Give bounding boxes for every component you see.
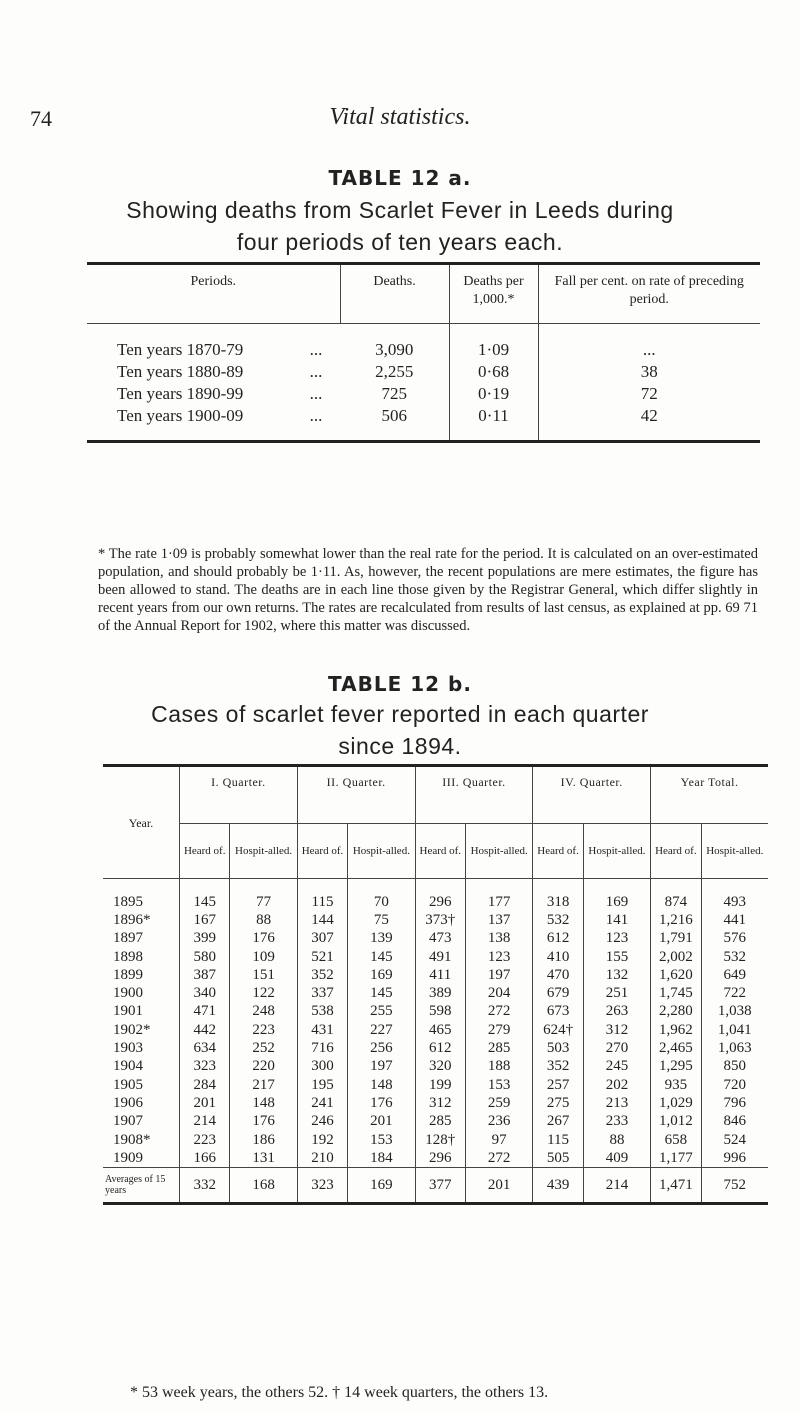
total-heard-cell: 1,029 <box>651 1094 701 1112</box>
table-b-title: TABLE 12 b. <box>328 672 472 696</box>
q4-heard-cell: 275 <box>533 1094 583 1112</box>
q3-hosp-cell: 204 <box>466 984 533 1002</box>
q4-hosp-cell: 270 <box>583 1039 650 1057</box>
year-cell: 1896* <box>113 911 151 928</box>
total-hosp-cell: 1,041 <box>701 1021 768 1039</box>
total-heard-cell: 1,745 <box>651 984 701 1002</box>
table-row <box>103 1076 768 1094</box>
q4-hosp-cell: 245 <box>583 1058 650 1076</box>
subheader-hospitalled: Hospit-alled. <box>583 824 650 879</box>
q4-hosp-cell: 202 <box>583 1076 650 1094</box>
q1-hosp-cell: 88 <box>230 911 297 929</box>
header-fall: Fall per cent. on rate of preceding period. <box>538 264 760 324</box>
q2-hosp-cell: 227 <box>348 1021 415 1039</box>
q1-hosp-cell: 109 <box>230 948 297 966</box>
q1-hosp-cell: 122 <box>230 984 297 1002</box>
fall-cell: ... <box>538 324 760 362</box>
year-cell: 1908* <box>113 1131 151 1148</box>
q2-heard-cell: 210 <box>297 1149 347 1168</box>
q3-heard-cell: 612 <box>415 1039 465 1057</box>
total-heard-cell: 1,620 <box>651 966 701 984</box>
total-heard-cell: 2,465 <box>651 1039 701 1057</box>
q1-hosp-cell: 252 <box>230 1039 297 1057</box>
deaths-cell: 725 <box>381 384 408 403</box>
subheader-hospitalled: Hospit-alled. <box>348 824 415 879</box>
leader-dots: ... <box>309 362 323 381</box>
q3-heard-cell: 389 <box>415 984 465 1002</box>
q2-heard-cell: 521 <box>297 948 347 966</box>
q1-heard-cell: 387 <box>180 966 230 984</box>
table-row <box>103 1094 768 1112</box>
table-a-title: TABLE 12 a. <box>328 166 472 190</box>
total-heard-cell: 1,471 <box>651 1168 701 1204</box>
q2-heard-cell: 307 <box>297 930 347 948</box>
q4-heard-cell: 532 <box>533 911 583 929</box>
total-heard-cell: 658 <box>651 1131 701 1149</box>
subheader-heard: Heard of. <box>533 824 583 879</box>
header-quarter-1: I. Quarter. <box>180 766 298 824</box>
q1-heard-cell: 580 <box>180 948 230 966</box>
total-hosp-cell: 996 <box>701 1149 768 1168</box>
page-number: 74 <box>30 106 52 131</box>
q2-hosp-cell: 255 <box>348 1003 415 1021</box>
table-row <box>103 911 768 929</box>
table-a-footnote: * The rate 1·09 is probably somewhat lower than the real rate for the period. It is calculated on an over-estimated population, and should probably be 1·11. As, however, the recent populations are mere estimates, the figure has been allowed to stand. The deaths are in each line those given by the Registrar General, which differ slightly in recent years from our own returns. The rates are recalculated from results of last census, as explained at pp. 69 71 of the Annual Report for 1902, where this matter was discussed. <box>98 546 758 634</box>
q3-hosp-cell: 153 <box>466 1076 533 1094</box>
year-cell: 1909 <box>113 1149 143 1166</box>
q1-heard-cell: 167 <box>180 911 230 929</box>
year-cell: 1898 <box>113 948 143 965</box>
q1-hosp-cell: 131 <box>230 1149 297 1168</box>
table-row <box>103 1058 768 1076</box>
subheader-heard: Heard of. <box>651 824 701 879</box>
deaths-cell: 3,090 <box>375 340 414 359</box>
q2-heard-cell: 352 <box>297 966 347 984</box>
q4-heard-cell: 612 <box>533 930 583 948</box>
table-row <box>103 1131 768 1149</box>
subheader-hospitalled: Hospit-alled. <box>466 824 533 879</box>
total-hosp-cell: 524 <box>701 1131 768 1149</box>
period-cell: Ten years 1880-89 <box>117 362 244 381</box>
q3-heard-cell: 473 <box>415 930 465 948</box>
q2-hosp-cell: 201 <box>348 1113 415 1131</box>
fall-cell: 38 <box>538 361 760 383</box>
q1-heard-cell: 145 <box>180 879 230 912</box>
q3-heard-cell: 312 <box>415 1094 465 1112</box>
deaths-cell: 2,255 <box>375 362 414 381</box>
year-cell: Averages of 15 years <box>103 1168 180 1204</box>
leader-dots: ... <box>309 406 323 425</box>
q3-hosp-cell: 177 <box>466 879 533 912</box>
q2-hosp-cell: 169 <box>348 1168 415 1204</box>
q2-hosp-cell: 75 <box>348 911 415 929</box>
table-row <box>103 879 768 912</box>
year-cell: 1902* <box>113 1021 151 1038</box>
total-heard-cell: 874 <box>651 879 701 912</box>
q1-heard-cell: 166 <box>180 1149 230 1168</box>
header-year: Year. <box>103 766 180 879</box>
q3-hosp-cell: 201 <box>466 1168 533 1204</box>
q3-heard-cell: 465 <box>415 1021 465 1039</box>
subheader-heard: Heard of. <box>180 824 230 879</box>
year-cell: 1907 <box>113 1113 143 1130</box>
total-heard-cell: 1,295 <box>651 1058 701 1076</box>
q2-heard-cell: 195 <box>297 1076 347 1094</box>
q2-hosp-cell: 148 <box>348 1076 415 1094</box>
fall-cell: 42 <box>538 405 760 442</box>
q4-heard-cell: 624† <box>533 1021 583 1039</box>
q3-heard-cell: 598 <box>415 1003 465 1021</box>
table-row <box>87 405 760 442</box>
total-hosp-cell: 720 <box>701 1076 768 1094</box>
q2-hosp-cell: 184 <box>348 1149 415 1168</box>
total-hosp-cell: 850 <box>701 1058 768 1076</box>
q2-heard-cell: 246 <box>297 1113 347 1131</box>
q4-hosp-cell: 213 <box>583 1094 650 1112</box>
total-hosp-cell: 722 <box>701 984 768 1002</box>
q4-hosp-cell: 123 <box>583 930 650 948</box>
table-row <box>103 1113 768 1131</box>
q1-heard-cell: 214 <box>180 1113 230 1131</box>
q3-hosp-cell: 197 <box>466 966 533 984</box>
rate-cell: 1·09 <box>449 324 538 362</box>
q4-hosp-cell: 263 <box>583 1003 650 1021</box>
table-row <box>103 1003 768 1021</box>
q1-hosp-cell: 168 <box>230 1168 297 1204</box>
year-cell: 1905 <box>113 1076 143 1093</box>
table-row <box>103 930 768 948</box>
total-heard-cell: 2,280 <box>651 1003 701 1021</box>
q2-heard-cell: 300 <box>297 1058 347 1076</box>
header-quarter-3: III. Quarter. <box>415 766 533 824</box>
total-hosp-cell: 532 <box>701 948 768 966</box>
subheader-hospitalled: Hospit-alled. <box>230 824 297 879</box>
year-cell: 1895 <box>113 893 143 910</box>
table-row <box>87 324 760 362</box>
table-row <box>87 361 760 383</box>
q3-heard-cell: 320 <box>415 1058 465 1076</box>
q4-hosp-cell: 141 <box>583 911 650 929</box>
q4-heard-cell: 679 <box>533 984 583 1002</box>
q2-hosp-cell: 169 <box>348 966 415 984</box>
subheader-hospitalled: Hospit-alled. <box>701 824 768 879</box>
period-cell: Ten years 1890-99 <box>117 384 244 403</box>
q1-heard-cell: 323 <box>180 1058 230 1076</box>
q2-hosp-cell: 176 <box>348 1094 415 1112</box>
q1-hosp-cell: 77 <box>230 879 297 912</box>
q1-hosp-cell: 151 <box>230 966 297 984</box>
q3-heard-cell: 411 <box>415 966 465 984</box>
q2-hosp-cell: 145 <box>348 984 415 1002</box>
q3-hosp-cell: 188 <box>466 1058 533 1076</box>
q4-hosp-cell: 233 <box>583 1113 650 1131</box>
q4-heard-cell: 410 <box>533 948 583 966</box>
q4-hosp-cell: 132 <box>583 966 650 984</box>
year-cell: 1903 <box>113 1040 143 1057</box>
total-hosp-cell: 493 <box>701 879 768 912</box>
header-quarter-4: IV. Quarter. <box>533 766 651 824</box>
q2-heard-cell: 716 <box>297 1039 347 1057</box>
q1-heard-cell: 284 <box>180 1076 230 1094</box>
q1-hosp-cell: 220 <box>230 1058 297 1076</box>
q3-heard-cell: 373† <box>415 911 465 929</box>
q1-heard-cell: 399 <box>180 930 230 948</box>
table-row <box>87 383 760 405</box>
total-hosp-cell: 796 <box>701 1094 768 1112</box>
q2-heard-cell: 241 <box>297 1094 347 1112</box>
q3-hosp-cell: 138 <box>466 930 533 948</box>
total-heard-cell: 2,002 <box>651 948 701 966</box>
q3-heard-cell: 377 <box>415 1168 465 1204</box>
leader-dots: ... <box>309 340 323 359</box>
q1-heard-cell: 332 <box>180 1168 230 1204</box>
q2-hosp-cell: 153 <box>348 1131 415 1149</box>
q1-heard-cell: 634 <box>180 1039 230 1057</box>
table-a-caption-line1: Showing deaths from Scarlet Fever in Leeds during <box>126 197 674 223</box>
year-cell: 1900 <box>113 985 143 1002</box>
q3-hosp-cell: 259 <box>466 1094 533 1112</box>
q1-hosp-cell: 176 <box>230 930 297 948</box>
q3-heard-cell: 296 <box>415 1149 465 1168</box>
q1-hosp-cell: 223 <box>230 1021 297 1039</box>
total-hosp-cell: 576 <box>701 930 768 948</box>
q2-heard-cell: 192 <box>297 1131 347 1149</box>
q4-heard-cell: 505 <box>533 1149 583 1168</box>
table-row <box>103 966 768 984</box>
q2-heard-cell: 144 <box>297 911 347 929</box>
table-b-footnote: * 53 week years, the others 52. † 14 week quarters, the others 13. <box>130 1384 549 1401</box>
q4-heard-cell: 470 <box>533 966 583 984</box>
q2-hosp-cell: 139 <box>348 930 415 948</box>
q1-heard-cell: 223 <box>180 1131 230 1149</box>
period-cell: Ten years 1900-09 <box>117 406 244 425</box>
year-cell: 1899 <box>113 966 143 983</box>
q4-hosp-cell: 251 <box>583 984 650 1002</box>
q3-hosp-cell: 285 <box>466 1039 533 1057</box>
subheader-heard: Heard of. <box>297 824 347 879</box>
table-row <box>103 948 768 966</box>
q2-hosp-cell: 256 <box>348 1039 415 1057</box>
q3-heard-cell: 128† <box>415 1131 465 1149</box>
q1-hosp-cell: 176 <box>230 1113 297 1131</box>
q1-hosp-cell: 217 <box>230 1076 297 1094</box>
q1-heard-cell: 442 <box>180 1021 230 1039</box>
leader-dots: ... <box>309 384 323 403</box>
q3-hosp-cell: 272 <box>466 1149 533 1168</box>
total-heard-cell: 1,216 <box>651 911 701 929</box>
header-deaths: Deaths. <box>340 264 449 324</box>
q1-hosp-cell: 248 <box>230 1003 297 1021</box>
q4-heard-cell: 503 <box>533 1039 583 1057</box>
rate-cell: 0·19 <box>449 383 538 405</box>
q4-hosp-cell: 88 <box>583 1131 650 1149</box>
q4-heard-cell: 115 <box>533 1131 583 1149</box>
total-hosp-cell: 752 <box>701 1168 768 1204</box>
table-a <box>87 262 760 443</box>
total-heard-cell: 1,962 <box>651 1021 701 1039</box>
table-row <box>103 984 768 1002</box>
q2-heard-cell: 538 <box>297 1003 347 1021</box>
table-b-caption-line1: Cases of scarlet fever reported in each quarter <box>151 701 649 727</box>
q3-heard-cell: 285 <box>415 1113 465 1131</box>
header-rate: Deaths per 1,000.* <box>449 264 538 324</box>
total-hosp-cell: 1,038 <box>701 1003 768 1021</box>
q3-heard-cell: 199 <box>415 1076 465 1094</box>
q3-hosp-cell: 236 <box>466 1113 533 1131</box>
q3-hosp-cell: 123 <box>466 948 533 966</box>
q3-hosp-cell: 272 <box>466 1003 533 1021</box>
total-heard-cell: 935 <box>651 1076 701 1094</box>
running-head: Vital statistics. <box>329 104 471 130</box>
q4-hosp-cell: 169 <box>583 879 650 912</box>
q4-heard-cell: 439 <box>533 1168 583 1204</box>
q4-hosp-cell: 214 <box>583 1168 650 1204</box>
rate-cell: 0·68 <box>449 361 538 383</box>
q4-heard-cell: 673 <box>533 1003 583 1021</box>
q4-heard-cell: 267 <box>533 1113 583 1131</box>
q2-heard-cell: 115 <box>297 879 347 912</box>
q1-hosp-cell: 148 <box>230 1094 297 1112</box>
year-cell: 1897 <box>113 930 143 947</box>
header-year-total: Year Total. <box>651 766 768 824</box>
q3-heard-cell: 296 <box>415 879 465 912</box>
q2-heard-cell: 323 <box>297 1168 347 1204</box>
table-row <box>103 1021 768 1039</box>
year-cell: 1904 <box>113 1058 143 1075</box>
total-heard-cell: 1,012 <box>651 1113 701 1131</box>
total-hosp-cell: 846 <box>701 1113 768 1131</box>
q2-hosp-cell: 70 <box>348 879 415 912</box>
q2-heard-cell: 431 <box>297 1021 347 1039</box>
q4-heard-cell: 318 <box>533 879 583 912</box>
q1-heard-cell: 471 <box>180 1003 230 1021</box>
table-b-caption-line2: since 1894. <box>338 733 462 759</box>
subheader-heard: Heard of. <box>415 824 465 879</box>
q4-heard-cell: 257 <box>533 1076 583 1094</box>
q4-hosp-cell: 409 <box>583 1149 650 1168</box>
header-periods: Periods. <box>87 264 340 324</box>
q1-heard-cell: 340 <box>180 984 230 1002</box>
q3-hosp-cell: 137 <box>466 911 533 929</box>
table-row <box>103 1039 768 1057</box>
period-cell: Ten years 1870-79 <box>117 340 244 359</box>
q2-hosp-cell: 197 <box>348 1058 415 1076</box>
header-quarter-2: II. Quarter. <box>297 766 415 824</box>
total-hosp-cell: 441 <box>701 911 768 929</box>
year-cell: 1901 <box>113 1003 143 1020</box>
total-hosp-cell: 1,063 <box>701 1039 768 1057</box>
q1-heard-cell: 201 <box>180 1094 230 1112</box>
q2-hosp-cell: 145 <box>348 948 415 966</box>
q1-hosp-cell: 186 <box>230 1131 297 1149</box>
total-hosp-cell: 649 <box>701 966 768 984</box>
total-heard-cell: 1,791 <box>651 930 701 948</box>
year-cell: 1906 <box>113 1094 143 1111</box>
q2-heard-cell: 337 <box>297 984 347 1002</box>
deaths-cell: 506 <box>381 406 408 425</box>
fall-cell: 72 <box>538 383 760 405</box>
q4-hosp-cell: 312 <box>583 1021 650 1039</box>
table-b <box>103 764 768 1205</box>
q3-heard-cell: 491 <box>415 948 465 966</box>
q3-hosp-cell: 97 <box>466 1131 533 1149</box>
table-a-caption-line2: four periods of ten years each. <box>236 229 564 255</box>
q3-hosp-cell: 279 <box>466 1021 533 1039</box>
q4-hosp-cell: 155 <box>583 948 650 966</box>
table-row <box>103 1149 768 1168</box>
averages-row <box>103 1168 768 1204</box>
q4-heard-cell: 352 <box>533 1058 583 1076</box>
rate-cell: 0·11 <box>449 405 538 442</box>
total-heard-cell: 1,177 <box>651 1149 701 1168</box>
